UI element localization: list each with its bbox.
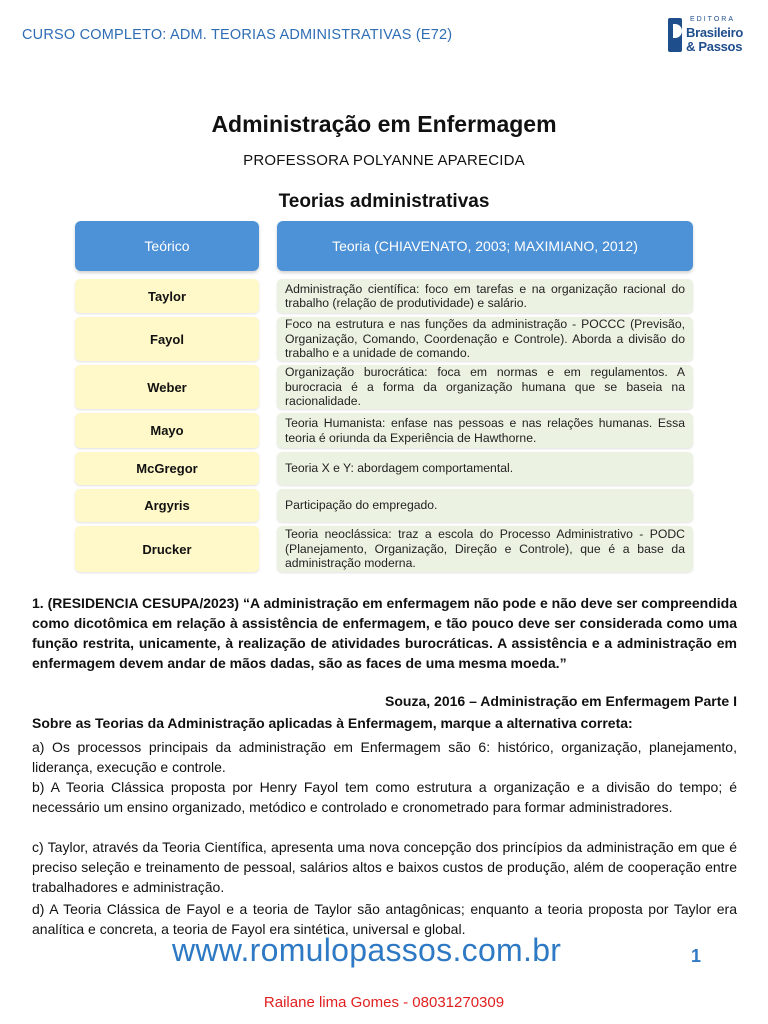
theorist-name: Drucker: [75, 526, 259, 572]
logo-text-editora: EDITORA: [690, 16, 735, 23]
theorist-name: Taylor: [75, 279, 259, 313]
table-header-theorist: Teórico: [75, 221, 259, 271]
theory-description: Teoria X e Y: abordagem comportamental.: [277, 452, 693, 485]
alternative-d[interactable]: d) A Teoria Clássica de Fayol e a teoria de Taylor são antagônicas; enquanto a teoria proposta por Taylor era analítica e concreta, a teoria de Fayol era sintética, universal e global.: [32, 901, 737, 937]
theory-description: Administração científica: foco em tarefas e na organização racional do trabalho (relação de produtividade) e salário.: [277, 279, 693, 313]
question-stem: 1. (RESIDENCIA CESUPA/2023) “A administração em enfermagem não pode e não deve ser compreendida como dicotômica em relação à assistência de enfermagem, e tão pouco deve ser considerada como uma função restrita, unicamente, à realização de atividades burocráticas. A assistência e a administração em enfermagem devem andar de mãos dadas, são as faces de uma mesma moeda.”: [32, 595, 737, 671]
alternative-a[interactable]: a) Os processos principais da administração em Enfermagem são 6: histórico, organização, planejamento, liderança, execução e controle.: [32, 739, 737, 775]
theorist-name: Argyris: [75, 489, 259, 522]
watermark-footer: Railane lima Gomes - 08031270309: [263, 994, 505, 1011]
course-header: CURSO COMPLETO: ADM. TEORIAS ADMINISTRATIVAS (E72): [22, 27, 453, 43]
logo-text-brasileiro: Brasileiro: [686, 25, 743, 40]
theorist-name: Fayol: [75, 317, 259, 361]
section-title: Teorias administrativas: [278, 191, 490, 212]
table-header-theory: Teoria (CHIAVENATO, 2003; MAXIMIANO, 2012): [277, 221, 693, 271]
theory-description: Organização burocrática: foca em normas e em regulamentos. A burocracia é a forma da organização humana que se baseia na racionalidade.: [277, 365, 693, 409]
theory-description: Participação do empregado.: [277, 489, 693, 522]
question-prompt: Sobre as Teorias da Administração aplicadas à Enfermagem, marque a alternativa correta:: [32, 715, 633, 731]
theory-description: Teoria neoclássica: traz a escola do Processo Administrativo - PODC (Planejamento, Organização, Direção e Controle), que é a base da administração moderna.: [277, 526, 693, 572]
theory-description: Teoria Humanista: enfase nas pessoas e nas relações humanas. Essa teoria é oriunda da Experiência de Hawthorne.: [277, 413, 693, 448]
page-subtitle: PROFESSORA POLYANNE APARECIDA: [243, 152, 525, 169]
theorist-name: Mayo: [75, 413, 259, 448]
page-number: 1: [691, 946, 702, 966]
question-source: Souza, 2016 – Administração em Enfermagem Parte I: [385, 693, 737, 709]
logo-mark-icon: [668, 18, 682, 52]
theorist-name: Weber: [75, 365, 259, 409]
page-title: Administração em Enfermagem: [211, 111, 557, 137]
theorist-name: McGregor: [75, 452, 259, 485]
logo-text-passos: & Passos: [686, 39, 743, 54]
theory-description: Foco na estrutura e nas funções da administração - POCCC (Previsão, Organização, Comando, Coordenação e Controle). Aborda a divisão do trabalho e a unidade de comando.: [277, 317, 693, 361]
alternative-b[interactable]: b) A Teoria Clássica proposta por Henry Fayol tem como estrutura a organização e a divisão do tempo; é necessário um ensino organizado, metódico e controlado e cronometrado para formar administradores.: [32, 779, 737, 815]
alternative-c[interactable]: c) Taylor, através da Teoria Científica, apresenta uma nova concepção dos princípios da administração em que é preciso seleção e treinamento de pessoal, salários altos e baixos custos de produção, além de cooperação entre trabalhadores e administração.: [32, 839, 737, 895]
website-link[interactable]: www.romulopassos.com.br: [172, 932, 562, 968]
publisher-logo: [668, 16, 748, 56]
